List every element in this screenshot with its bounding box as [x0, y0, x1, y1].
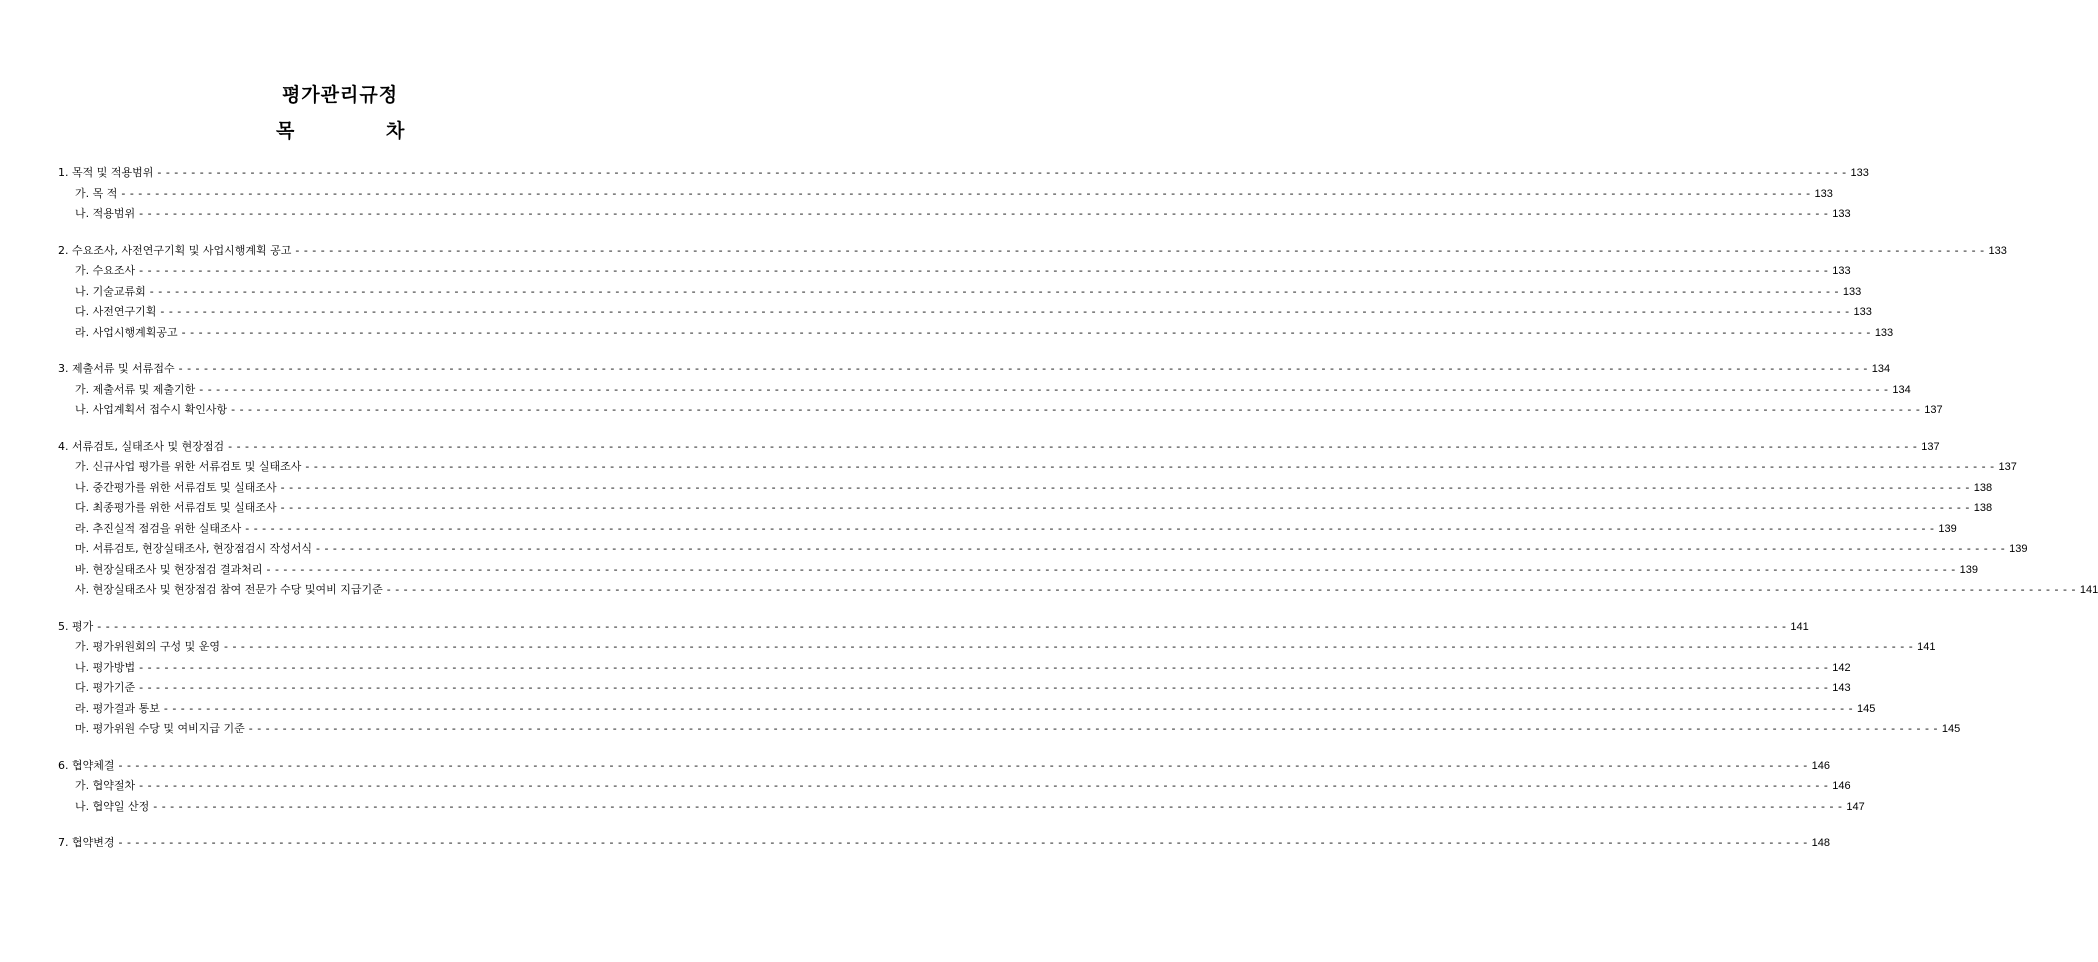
toc-leader-dashes: - - - - - - - - - - - - - - - - - - - - - - - - - - - - - - - - - - - - - - - - - - - - - - - - - - - - - - - - - - - - - - - - - - - - - - - - - - - - - - - - - - - - - - - - - - - - - - - - - - - - - - - - - - - - - - - - - - - - - - - - - - - - - - - - - - - - - - - - - - - - - - - - - - - - - - - - - - - - - - - - - - - - - - - - - - - - - - - - - - - - - - - - - - - - - - - - - - - - - - - -	[305, 460, 1995, 473]
toc-entry-label: 6. 협약체결	[58, 758, 115, 772]
toc-page-number: 133	[1853, 306, 1872, 318]
toc-page-number: 133	[1842, 285, 1862, 298]
toc-leader-dashes: - - - - - - - - - - - - - - - - - - - - - - - - - - - - - - - - - - - - - - - - - - - - - - - - - - - - - - - - - - - - - - - - - - - - - - - - - - - - - - - - - - - - - - - - - - - - - - - - - - - - - - - - - - - - - - - - - - - - - - - - - - - - - - - - - - - - - - - - - - - - - - - - - - - - - - - - - - - - - - - - - - - - - - - - - - - - - - - - - - - - - - - - - - - - - - - - - - - - - - - -	[139, 264, 1829, 277]
toc-leader-dashes: - - - - - - - - - - - - - - - - - - - - - - - - - - - - - - - - - - - - - - - - - - - - - - - - - - - - - - - - - - - - - - - - - - - - - - - - - - - - - - - - - - - - - - - - - - - - - - - - - - - - - - - - - - - - - - - - - - - - - - - - - - - - - - - - - - - - - - - - - - - - - - - - - - - - - - - - - - - - - - - - - - - - - - - - - - - - - - - - - - - - - - - - - - - - - - - - - - - - - - - -	[121, 186, 1811, 200]
toc-leader-dashes: - - - - - - - - - - - - - - - - - - - - - - - - - - - - - - - - - - - - - - - - - - - - - - - - - - - - - - - - - - - - - - - - - - - - - - - - - - - - - - - - - - - - - - - - - - - - - - - - - - - - - - - - - - - - - - - - - - - - - - - - - - - - - - - - - - - - - - - - - - - - - - - - - - - - - - - - - - - - - - - - - - - - - - - - - - - - - - - - - - - - - - - - - - - - - - - - - - - - - - - -	[245, 521, 1935, 535]
toc-entry-label: 가. 수요조사	[75, 264, 136, 277]
toc-page-number: 147	[1846, 800, 1865, 813]
toc-subentry	[58, 324, 1894, 345]
toc-entry-label: 나. 협약일 산정	[75, 799, 150, 813]
toc-page-number: 141	[2079, 584, 2098, 596]
toc-leader-dashes: - - - - - - - - - - - - - - - - - - - - - - - - - - - - - - - - - - - - - - - - - - - - - - - - - - - - - - - - - - - - - - - - - - - - - - - - - - - - - - - - - - - - - - - - - - - - - - - - - - - - - - - - - - - - - - - - - - - - - - - - - - - - - - - - - - - - - - - - - - - - - - - - - - - - - - - - - - - - - - - - - - - - - - - - - - - - - - - - - - - - - - - - - - - - - - - - - - - - - - - -	[118, 758, 1808, 772]
toc-page-number: 139	[1938, 522, 1957, 535]
toc-subentry	[58, 798, 1865, 819]
toc-page-number: 133	[1850, 167, 1869, 179]
table-of-contents	[58, 164, 2098, 855]
toc-page-number: 133	[1832, 208, 1851, 220]
toc-leader-dashes: - - - - - - - - - - - - - - - - - - - - - - - - - - - - - - - - - - - - - - - - - - - - - - - - - - - - - - - - - - - - - - - - - - - - - - - - - - - - - - - - - - - - - - - - - - - - - - - - - - - - - - - - - - - - - - - - - - - - - - - - - - - - - - - - - - - - - - - - - - - - - - - - - - - - - - - - - - - - - - - - - - - - - - - - - - - - - - - - - - - - - - - - - - - - - - - - - - - - - - - -	[163, 701, 1854, 715]
toc-entry-label: 라. 평가결과 통보	[75, 701, 160, 715]
toc-subentry	[58, 458, 2017, 479]
toc-page-number: 141	[1917, 641, 1936, 653]
toc-leader-dashes: - - - - - - - - - - - - - - - - - - - - - - - - - - - - - - - - - - - - - - - - - - - - - - - - - - - - - - - - - - - - - - - - - - - - - - - - - - - - - - - - - - - - - - - - - - - - - - - - - - - - - - - - - - - - - - - - - - - - - - - - - - - - - - - - - - - - - - - - - - - - - - - - - - - - - - - - - - - - - - - - - - - - - - - - - - - - - - - - - - - - - - - - - - - - - - - - - - - - - - - -	[228, 439, 1918, 453]
toc-entry-label: 다. 최종평가를 위한 서류검토 및 실태조사	[75, 501, 277, 514]
toc-leader-dashes: - - - - - - - - - - - - - - - - - - - - - - - - - - - - - - - - - - - - - - - - - - - - - - - - - - - - - - - - - - - - - - - - - - - - - - - - - - - - - - - - - - - - - - - - - - - - - - - - - - - - - - - - - - - - - - - - - - - - - - - - - - - - - - - - - - - - - - - - - - - - - - - - - - - - - - - - - - - - - - - - - - - - - - - - - - - - - - - - - - - - - - - - - - - - - - - - - - - - - - - -	[149, 284, 1839, 298]
toc-entry-label: 2. 수요조사, 사전연구기획 및 사업시행계획 공고	[58, 243, 292, 257]
toc-entry	[58, 618, 1809, 639]
toc-page-number: 139	[2009, 543, 2028, 555]
toc-leader-dashes: - - - - - - - - - - - - - - - - - - - - - - - - - - - - - - - - - - - - - - - - - - - - - - - - - - - - - - - - - - - - - - - - - - - - - - - - - - - - - - - - - - - - - - - - - - - - - - - - - - - - - - - - - - - - - - - - - - - - - - - - - - - - - - - - - - - - - - - - - - - - - - - - - - - - - - - - - - - - - - - - - - - - - - - - - - - - - - - - - - - - - - - - - - - - - - - - - - - - - - - -	[139, 779, 1829, 792]
toc-entry-label: 나. 적용범위	[75, 207, 136, 220]
toc-leader-dashes: - - - - - - - - - - - - - - - - - - - - - - - - - - - - - - - - - - - - - - - - - - - - - - - - - - - - - - - - - - - - - - - - - - - - - - - - - - - - - - - - - - - - - - - - - - - - - - - - - - - - - - - - - - - - - - - - - - - - - - - - - - - - - - - - - - - - - - - - - - - - - - - - - - - - - - - - - - - - - - - - - - - - - - - - - - - - - - - - - - - - - - - - - - - - - - - - - - - - - - - -	[224, 640, 1914, 653]
document-title: 평가관리규정	[281, 84, 399, 106]
toc-leader-dashes: - - - - - - - - - - - - - - - - - - - - - - - - - - - - - - - - - - - - - - - - - - - - - - - - - - - - - - - - - - - - - - - - - - - - - - - - - - - - - - - - - - - - - - - - - - - - - - - - - - - - - - - - - - - - - - - - - - - - - - - - - - - - - - - - - - - - - - - - - - - - - - - - - - - - - - - - - - - - - - - - - - - - - - - - - - - - - - - - - - - - - - - - - - - - - - - - - - - - - - - -	[280, 501, 1970, 514]
toc-subentry	[58, 659, 1851, 680]
toc-subentry	[58, 720, 1961, 741]
toc-leader-dashes: - - - - - - - - - - - - - - - - - - - - - - - - - - - - - - - - - - - - - - - - - - - - - - - - - - - - - - - - - - - - - - - - - - - - - - - - - - - - - - - - - - - - - - - - - - - - - - - - - - - - - - - - - - - - - - - - - - - - - - - - - - - - - - - - - - - - - - - - - - - - - - - - - - - - - - - - - - - - - - - - - - - - - - - - - - - - - - - - - - - - - - - - - - - - - - - - - - - - - - - -	[153, 799, 1843, 813]
toc-entry-label: 가. 신규사업 평가를 위한 서류검토 및 실태조사	[75, 460, 302, 473]
toc-subentry	[58, 700, 1876, 721]
toc-entry-label: 라. 추진실적 점검을 위한 실태조사	[75, 521, 242, 535]
toc-heading	[0, 116, 680, 142]
toc-entry-label: 바. 현장실태조사 및 현장점검 결과처리	[75, 562, 263, 576]
toc-page-number: 148	[1811, 837, 1831, 849]
toc-subentry	[58, 581, 2098, 602]
toc-page-number: 137	[1998, 461, 2017, 473]
toc-page-number: 133	[1832, 265, 1851, 277]
toc-leader-dashes: - - - - - - - - - - - - - - - - - - - - - - - - - - - - - - - - - - - - - - - - - - - - - - - - - - - - - - - - - - - - - - - - - - - - - - - - - - - - - - - - - - - - - - - - - - - - - - - - - - - - - - - - - - - - - - - - - - - - - - - - - - - - - - - - - - - - - - - - - - - - - - - - - - - - - - - - - - - - - - - - - - - - - - - - - - - - - - - - - - - - - - - - - - - - - - - - - - - - - - - -	[266, 562, 1956, 576]
toc-leader-dashes: - - - - - - - - - - - - - - - - - - - - - - - - - - - - - - - - - - - - - - - - - - - - - - - - - - - - - - - - - - - - - - - - - - - - - - - - - - - - - - - - - - - - - - - - - - - - - - - - - - - - - - - - - - - - - - - - - - - - - - - - - - - - - - - - - - - - - - - - - - - - - - - - - - - - - - - - - - - - - - - - - - - - - - - - - - - - - - - - - - - - - - - - - - - - - - - - - - - - - - - -	[139, 207, 1829, 220]
toc-entry-label: 마. 서류검토, 현장실태조사, 현장점검시 작성서식	[75, 542, 312, 555]
toc-page-number: 138	[1973, 502, 1993, 514]
toc-leader-dashes: - - - - - - - - - - - - - - - - - - - - - - - - - - - - - - - - - - - - - - - - - - - - - - - - - - - - - - - - - - - - - - - - - - - - - - - - - - - - - - - - - - - - - - - - - - - - - - - - - - - - - - - - - - - - - - - - - - - - - - - - - - - - - - - - - - - - - - - - - - - - - - - - - - - - - - - - - - - - - - - - - - - - - - - - - - - - - - - - - - - - - - - - - - - - - - - - - - - - - - - -	[316, 542, 2006, 555]
toc-page-number: 139	[1959, 563, 1979, 576]
toc-page-number: 137	[1924, 404, 1943, 416]
toc-entry	[58, 360, 1891, 381]
toc-entry-label: 가. 평가위원회의 구성 및 운영	[75, 640, 220, 653]
toc-entry-label: 3. 제출서류 및 서류접수	[58, 362, 175, 375]
toc-page-number: 142	[1832, 661, 1851, 674]
toc-page-number: 145	[1857, 702, 1876, 715]
toc-leader-dashes: - - - - - - - - - - - - - - - - - - - - - - - - - - - - - - - - - - - - - - - - - - - - - - - - - - - - - - - - - - - - - - - - - - - - - - - - - - - - - - - - - - - - - - - - - - - - - - - - - - - - - - - - - - - - - - - - - - - - - - - - - - - - - - - - - - - - - - - - - - - - - - - - - - - - - - - - - - - - - - - - - - - - - - - - - - - - - - - - - - - - - - - - - - - - - - - - - - - - - - - -	[139, 660, 1829, 674]
toc-page-number: 143	[1832, 682, 1851, 694]
toc-subentry	[58, 283, 1862, 304]
toc-entry-label: 나. 중간평가를 위한 서류검토 및 실태조사	[75, 480, 277, 494]
toc-page-number: 134	[1871, 363, 1891, 375]
toc-page-number: 133	[1814, 187, 1833, 200]
toc-subentry	[58, 540, 2028, 561]
toc-subentry	[58, 561, 1979, 582]
toc-entry-label: 가. 목 적	[75, 186, 118, 200]
toc-leader-dashes: - - - - - - - - - - - - - - - - - - - - - - - - - - - - - - - - - - - - - - - - - - - - - - - - - - - - - - - - - - - - - - - - - - - - - - - - - - - - - - - - - - - - - - - - - - - - - - - - - - - - - - - - - - - - - - - - - - - - - - - - - - - - - - - - - - - - - - - - - - - - - - - - - - - - - - - - - - - - - - - - - - - - - - - - - - - - - - - - - - - - - - - - - - - - - - - - - - - - - - - -	[231, 403, 1921, 416]
toc-page-number: 138	[1973, 481, 1993, 494]
toc-subentry	[58, 479, 1993, 500]
toc-leader-dashes: - - - - - - - - - - - - - - - - - - - - - - - - - - - - - - - - - - - - - - - - - - - - - - - - - - - - - - - - - - - - - - - - - - - - - - - - - - - - - - - - - - - - - - - - - - - - - - - - - - - - - - - - - - - - - - - - - - - - - - - - - - - - - - - - - - - - - - - - - - - - - - - - - - - - - - - - - - - - - - - - - - - - - - - - - - - - - - - - - - - - - - - - - - - - - - - - - - - - - - - -	[160, 305, 1850, 318]
toc-leader-dashes: - - - - - - - - - - - - - - - - - - - - - - - - - - - - - - - - - - - - - - - - - - - - - - - - - - - - - - - - - - - - - - - - - - - - - - - - - - - - - - - - - - - - - - - - - - - - - - - - - - - - - - - - - - - - - - - - - - - - - - - - - - - - - - - - - - - - - - - - - - - - - - - - - - - - - - - - - - - - - - - - - - - - - - - - - - - - - - - - - - - - - - - - - - - - - - - - - - - - - - - -	[280, 480, 1970, 494]
toc-entry-label: 나. 사업계획서 접수시 확인사항	[75, 403, 228, 416]
toc-subentry	[58, 205, 1851, 226]
toc-heading-char-2: 차	[386, 120, 405, 142]
toc-entry-label: 나. 평가방법	[75, 660, 136, 674]
toc-leader-dashes: - - - - - - - - - - - - - - - - - - - - - - - - - - - - - - - - - - - - - - - - - - - - - - - - - - - - - - - - - - - - - - - - - - - - - - - - - - - - - - - - - - - - - - - - - - - - - - - - - - - - - - - - - - - - - - - - - - - - - - - - - - - - - - - - - - - - - - - - - - - - - - - - - - - - - - - - - - - - - - - - - - - - - - - - - - - - - - - - - - - - - - - - - - - - - - - - - - - - - - - -	[295, 243, 1985, 257]
toc-leader-dashes: - - - - - - - - - - - - - - - - - - - - - - - - - - - - - - - - - - - - - - - - - - - - - - - - - - - - - - - - - - - - - - - - - - - - - - - - - - - - - - - - - - - - - - - - - - - - - - - - - - - - - - - - - - - - - - - - - - - - - - - - - - - - - - - - - - - - - - - - - - - - - - - - - - - - - - - - - - - - - - - - - - - - - - - - - - - - - - - - - - - - - - - - - - - - - - - - - - - - - - - -	[139, 681, 1829, 694]
toc-entry	[58, 438, 1940, 459]
toc-subentry	[58, 303, 1872, 324]
toc-page-number: 141	[1790, 620, 1809, 633]
toc-entry	[58, 242, 2007, 263]
toc-page-number: 134	[1892, 383, 1911, 396]
toc-entry-label: 7. 협약변경	[58, 836, 115, 849]
toc-leader-dashes: - - - - - - - - - - - - - - - - - - - - - - - - - - - - - - - - - - - - - - - - - - - - - - - - - - - - - - - - - - - - - - - - - - - - - - - - - - - - - - - - - - - - - - - - - - - - - - - - - - - - - - - - - - - - - - - - - - - - - - - - - - - - - - - - - - - - - - - - - - - - - - - - - - - - - - - - - - - - - - - - - - - - - - - - - - - - - - - - - - - - - - - - - - - - - - - - - - - - - - - -	[386, 583, 2076, 596]
toc-entry	[58, 834, 1831, 855]
toc-subentry	[58, 381, 1911, 402]
toc-leader-dashes: - - - - - - - - - - - - - - - - - - - - - - - - - - - - - - - - - - - - - - - - - - - - - - - - - - - - - - - - - - - - - - - - - - - - - - - - - - - - - - - - - - - - - - - - - - - - - - - - - - - - - - - - - - - - - - - - - - - - - - - - - - - - - - - - - - - - - - - - - - - - - - - - - - - - - - - - - - - - - - - - - - - - - - - - - - - - - - - - - - - - - - - - - - - - - - - - - - - - - - - -	[248, 722, 1938, 735]
toc-entry-label: 라. 사업시행계획공고	[75, 325, 178, 339]
toc-subentry	[58, 185, 1833, 206]
toc-page-number: 145	[1941, 723, 1961, 735]
toc-entry-label: 가. 제출서류 및 제출기한	[75, 382, 196, 396]
toc-subentry	[58, 520, 1957, 541]
toc-entry-label: 다. 사전연구기획	[75, 305, 157, 318]
toc-entry-label: 마. 평가위원 수당 및 여비지급 기준	[75, 722, 245, 735]
toc-entry-label: 사. 현장실태조사 및 현장점검 참여 전문가 수당 및여비 지급기준	[75, 583, 383, 596]
toc-subentry	[58, 262, 1851, 283]
toc-page-number: 146	[1811, 759, 1831, 772]
toc-entry-label: 다. 평가기준	[75, 681, 136, 694]
toc-heading-char-1: 목	[276, 120, 295, 142]
toc-page-number: 133	[1874, 326, 1894, 339]
toc-leader-dashes: - - - - - - - - - - - - - - - - - - - - - - - - - - - - - - - - - - - - - - - - - - - - - - - - - - - - - - - - - - - - - - - - - - - - - - - - - - - - - - - - - - - - - - - - - - - - - - - - - - - - - - - - - - - - - - - - - - - - - - - - - - - - - - - - - - - - - - - - - - - - - - - - - - - - - - - - - - - - - - - - - - - - - - - - - - - - - - - - - - - - - - - - - - - - - - - - - - - - - - - -	[97, 619, 1787, 633]
toc-leader-dashes: - - - - - - - - - - - - - - - - - - - - - - - - - - - - - - - - - - - - - - - - - - - - - - - - - - - - - - - - - - - - - - - - - - - - - - - - - - - - - - - - - - - - - - - - - - - - - - - - - - - - - - - - - - - - - - - - - - - - - - - - - - - - - - - - - - - - - - - - - - - - - - - - - - - - - - - - - - - - - - - - - - - - - - - - - - - - - - - - - - - - - - - - - - - - - - - - - - - - - - - -	[157, 166, 1847, 179]
toc-subentry	[58, 499, 1993, 520]
toc-leader-dashes: - - - - - - - - - - - - - - - - - - - - - - - - - - - - - - - - - - - - - - - - - - - - - - - - - - - - - - - - - - - - - - - - - - - - - - - - - - - - - - - - - - - - - - - - - - - - - - - - - - - - - - - - - - - - - - - - - - - - - - - - - - - - - - - - - - - - - - - - - - - - - - - - - - - - - - - - - - - - - - - - - - - - - - - - - - - - - - - - - - - - - - - - - - - - - - - - - - - - - - - -	[199, 382, 1889, 396]
toc-leader-dashes: - - - - - - - - - - - - - - - - - - - - - - - - - - - - - - - - - - - - - - - - - - - - - - - - - - - - - - - - - - - - - - - - - - - - - - - - - - - - - - - - - - - - - - - - - - - - - - - - - - - - - - - - - - - - - - - - - - - - - - - - - - - - - - - - - - - - - - - - - - - - - - - - - - - - - - - - - - - - - - - - - - - - - - - - - - - - - - - - - - - - - - - - - - - - - - - - - - - - - - - -	[178, 362, 1868, 375]
toc-leader-dashes: - - - - - - - - - - - - - - - - - - - - - - - - - - - - - - - - - - - - - - - - - - - - - - - - - - - - - - - - - - - - - - - - - - - - - - - - - - - - - - - - - - - - - - - - - - - - - - - - - - - - - - - - - - - - - - - - - - - - - - - - - - - - - - - - - - - - - - - - - - - - - - - - - - - - - - - - - - - - - - - - - - - - - - - - - - - - - - - - - - - - - - - - - - - - - - - - - - - - - - - -	[118, 836, 1808, 849]
toc-subentry	[58, 638, 1936, 659]
toc-entry	[58, 757, 1831, 778]
toc-entry	[58, 164, 1869, 185]
toc-subentry	[58, 679, 1851, 700]
toc-entry-label: 1. 목적 및 적용범위	[58, 166, 154, 179]
toc-entry-label: 나. 기술교류회	[75, 284, 146, 298]
toc-page-number: 137	[1921, 440, 1940, 453]
toc-subentry	[58, 401, 1943, 422]
toc-subentry	[58, 777, 1851, 798]
toc-entry-label: 가. 협약절차	[75, 779, 136, 792]
toc-page-number: 146	[1832, 780, 1851, 792]
toc-leader-dashes: - - - - - - - - - - - - - - - - - - - - - - - - - - - - - - - - - - - - - - - - - - - - - - - - - - - - - - - - - - - - - - - - - - - - - - - - - - - - - - - - - - - - - - - - - - - - - - - - - - - - - - - - - - - - - - - - - - - - - - - - - - - - - - - - - - - - - - - - - - - - - - - - - - - - - - - - - - - - - - - - - - - - - - - - - - - - - - - - - - - - - - - - - - - - - - - - - - - - - - - -	[181, 325, 1871, 339]
toc-entry-label: 5. 평가	[58, 619, 94, 633]
toc-entry-label: 4. 서류검토, 실태조사 및 현장점검	[58, 439, 225, 453]
toc-page-number: 133	[1988, 244, 2007, 257]
